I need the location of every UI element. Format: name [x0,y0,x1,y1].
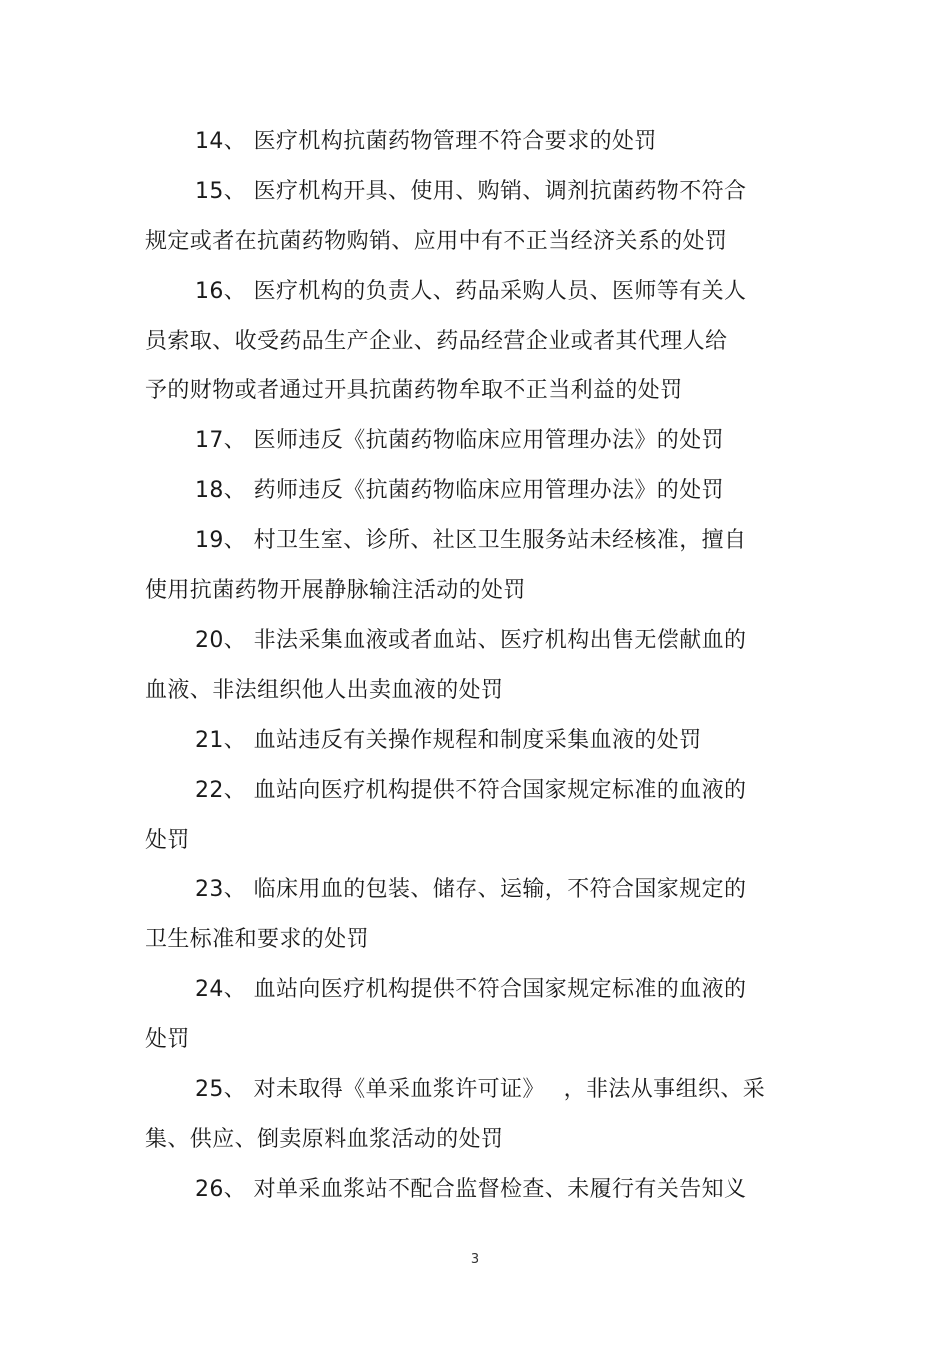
text-line: 18、 药师违反《抗菌药物临床应用管理办法》的处罚 [195,478,724,503]
text-line: 处罚 [145,828,190,853]
text-line: 24、 血站向医疗机构提供不符合国家规定标准的血液的 [195,977,747,1002]
text-line: 16、 医疗机构的负责人、药品采购人员、医师等有关人 [195,279,747,304]
text-line: 予的财物或者通过开具抗菌药物牟取不正当利益的处罚 [145,378,683,403]
text-line: 19、 村卫生室、诊所、社区卫生服务站未经核准，擅自 [195,528,747,553]
text-line: 14、 医疗机构抗菌药物管理不符合要求的处罚 [195,129,657,154]
page-number: 3 [470,1252,480,1267]
text-line: 使用抗菌药物开展静脉输注活动的处罚 [145,578,526,603]
text-line: 15、 医疗机构开具、使用、购销、调剂抗菌药物不符合 [195,179,747,204]
text-line: 20、 非法采集血液或者血站、医疗机构出售无偿献血的 [195,628,747,653]
text-line: 26、 对单采血浆站不配合监督检查、未履行有关告知义 [195,1177,747,1202]
text-line: 卫生标准和要求的处罚 [145,927,370,952]
text-line: 17、 医师违反《抗菌药物临床应用管理办法》的处罚 [195,428,724,453]
text-line: 规定或者在抗菌药物购销、应用中有不正当经济关系的处罚 [145,229,728,254]
text-line: 员索取、收受药品生产企业、药品经营企业或者其代理人给 [145,329,728,354]
text-line: 21、 血站违反有关操作规程和制度采集血液的处罚 [195,728,702,753]
text-line: 23、 临床用血的包装、储存、运输，不符合国家规定的 [195,877,747,902]
text-line: 22、 血站向医疗机构提供不符合国家规定标准的血液的 [195,778,747,803]
text-line: 集、供应、倒卖原料血浆活动的处罚 [145,1127,504,1152]
text-line: 25、 对未取得《单采血浆许可证》 ，非法从事组织、采 [195,1077,766,1102]
text-line: 血液、非法组织他人出卖血液的处罚 [145,678,504,703]
text-line: 处罚 [145,1027,190,1052]
